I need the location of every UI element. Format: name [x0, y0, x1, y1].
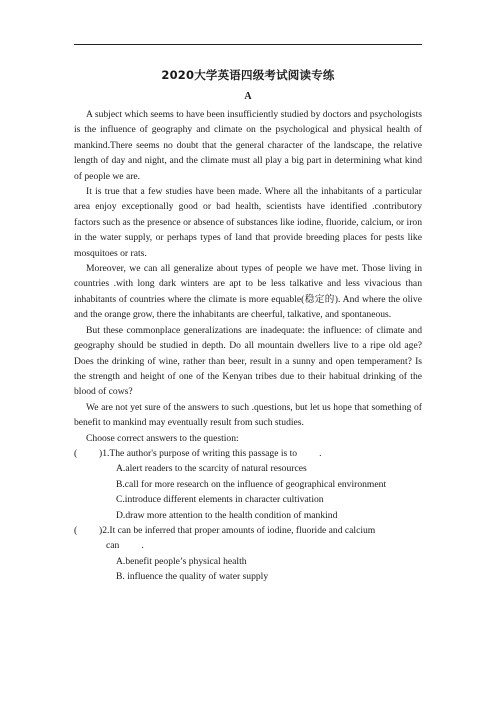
question-1-options	[74, 461, 422, 523]
paragraph-4: But these commonplace generalizations are inadequate: the influence: of climate and geography should be studied in depth. Do all mountain dwellers live to a ripe old age? Does the drinking of wine, rather than beer, result in a sunny and open temperament? Is the strength and height of one of the Kenyan tribes due to their habitual drinking of the blood of cows?	[74, 324, 422, 398]
question-2-stem	[74, 523, 422, 538]
question-1	[74, 446, 422, 523]
option-d: D.draw more attention to the health condition of mankind	[116, 509, 338, 521]
answer-paren-close: )	[99, 447, 103, 459]
question-2-cont-text: can	[106, 540, 120, 552]
question-instruction: Choose correct answers to the question:	[86, 432, 239, 444]
section-heading: A	[244, 91, 252, 102]
document-title: 2020大学英语四级考试阅读专练	[161, 68, 335, 82]
question-2-continuation	[74, 538, 422, 553]
answer-paren-open: (	[74, 447, 78, 459]
paragraph-3: Moreover, we can all generalize about types of people we have met. Those living in countries .with long dark winters are apt to be less talkative and less vivacious than inhabitants of countries where the climate is more equable(稳定的). And where the olive and the orange grow, there the inhabitants are cheerful, talkative, and spontaneous.	[74, 263, 422, 321]
question-2	[74, 523, 422, 585]
paragraph-1: A subject which seems to have been insufficiently studied by doctors and psychologists is the influence of geography and climate on the psychological and physical health of mankind.There seems no doubt that the general character of the landscape, the relative length of day and night, and the climate must all play a big part in determining what kind of people we are.	[74, 109, 422, 182]
answer-paren-close: )	[99, 524, 103, 536]
question-2-end: .	[141, 540, 144, 552]
option-c: C.introduce different elements in character cultivation	[116, 494, 324, 506]
option-b: B.call for more research on the influence of geographical environment	[116, 478, 387, 490]
question-2-options	[74, 554, 422, 585]
paragraph-2: It is true that a few studies have been made. Where all the inhabitants of a particular area enjoy exceptionally good or bad health, scientists have identified .contributory factors such as the presence or absence of substances like iodine, fluoride, calcium, or iron in the water supply, or perhaps types of land that provide breeding places for pests like mosquitoes or rats.	[74, 186, 422, 259]
question-1-text: 1.The author's purpose of writing this passage is to	[102, 447, 298, 459]
question-1-end: .	[319, 447, 322, 459]
option-a: A.benefit people’s physical health	[116, 555, 247, 567]
paragraph-5: We are not yet sure of the answers to such .questions, but let us hope that something of benefit to mankind may eventually result from such studies.	[74, 401, 422, 429]
document-body	[74, 107, 422, 585]
answer-paren-open: (	[74, 524, 78, 536]
question-1-stem	[74, 446, 422, 461]
option-a: A.alert readers to the scarcity of natural resources	[116, 463, 307, 475]
header-rule	[74, 44, 422, 45]
question-2-text: 2.It can be inferred that proper amounts of iodine, fluoride and calcium	[102, 524, 376, 536]
option-b: B. influence the quality of water supply	[116, 571, 269, 583]
